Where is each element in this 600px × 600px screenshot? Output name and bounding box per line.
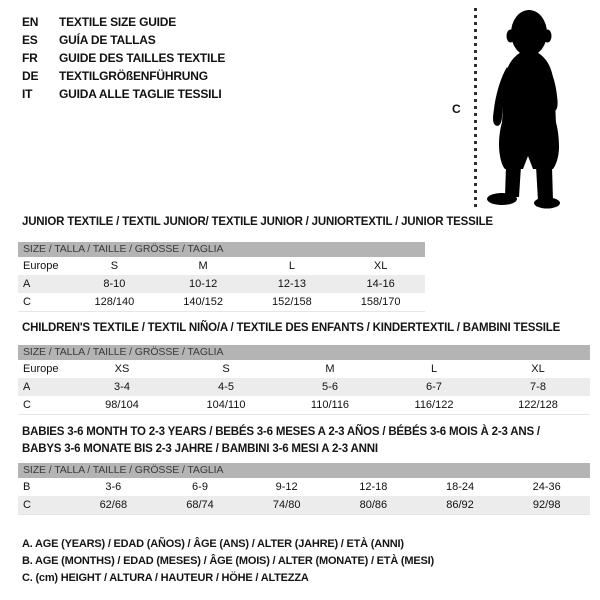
age-cell: 12-13 <box>277 278 306 290</box>
language-code: IT <box>22 87 33 101</box>
legend-age-years: A. AGE (YEARS) / EDAD (AÑOS) / ÂGE (ANS) / ALTER (JAHRE) / ETÀ (ANNI) <box>22 538 404 550</box>
height-cell: 110/116 <box>310 399 350 411</box>
height-cell: 74/80 <box>272 499 301 511</box>
size-cell: XL <box>531 363 545 375</box>
language-row-it <box>22 85 225 103</box>
height-c-label: C <box>452 102 461 116</box>
age-cell: 12-18 <box>359 481 388 493</box>
size-header-bar: SIZE / TALLA / TAILLE / GRÖSSE / TAGLIA <box>18 463 590 478</box>
legend-height: C. (cm) HEIGHT / ALTURA / HAUTEUR / HÖHE / ALTEZZA <box>22 572 309 584</box>
legend-age-months: B. AGE (MONTHS) / EDAD (MESES) / ÂGE (MOIS) / ALTER (MONATE) / ETÀ (MESI) <box>22 555 434 567</box>
section-title-line: BABYS 3-6 MONATE BIS 2-3 JAHRE / BAMBINI 3-6 MESI A 2-3 ANNI <box>22 442 378 455</box>
age-cell: 14-16 <box>366 278 395 290</box>
age-cell: 5-6 <box>322 381 338 393</box>
height-dashed-line <box>474 8 477 210</box>
size-cell: L <box>430 363 438 375</box>
row-label: B <box>23 481 31 493</box>
language-title: TEXTILE SIZE GUIDE <box>59 15 177 29</box>
age-cell: 4-5 <box>218 381 234 393</box>
age-cell: 6-7 <box>426 381 442 393</box>
age-cell: 3-6 <box>105 481 122 493</box>
height-cell: 104/110 <box>206 399 246 411</box>
legend-footnotes <box>22 536 434 587</box>
size-cell: XL <box>373 260 388 272</box>
language-title-list <box>22 13 225 103</box>
size-cell: XS <box>114 363 130 375</box>
size-cell: S <box>222 363 230 375</box>
row-label: C <box>23 399 31 411</box>
height-cell: 116/122 <box>414 399 454 411</box>
size-cell: M <box>325 363 335 375</box>
junior-size-table <box>18 242 425 312</box>
height-cell: 98/104 <box>105 399 139 411</box>
row-label: Europe <box>23 363 59 375</box>
age-cell: 6-9 <box>192 481 208 493</box>
height-cell: 86/92 <box>446 499 474 511</box>
section-title-junior: JUNIOR TEXTILE / TEXTIL JUNIOR/ TEXTILE JUNIOR / JUNIORTEXTIL / JUNIOR TESSILE <box>22 216 493 228</box>
section-title-babies <box>22 424 594 457</box>
size-cell: S <box>110 260 119 272</box>
height-cell: 128/140 <box>94 296 135 308</box>
language-code: EN <box>22 15 39 29</box>
row-label: A <box>23 278 31 290</box>
table-row-europe <box>18 257 425 275</box>
age-cell: 8-10 <box>103 278 126 290</box>
row-label: A <box>23 381 31 393</box>
children-size-table <box>18 345 590 415</box>
language-code: ES <box>22 33 38 47</box>
height-cell: 152/158 <box>271 296 312 308</box>
size-header-bar: SIZE / TALLA / TAILLE / GRÖSSE / TAGLIA <box>18 345 590 360</box>
table-row-europe <box>18 360 590 378</box>
language-title: TEXTILGRÖßENFÜHRUNG <box>59 69 208 83</box>
age-cell: 3-4 <box>114 381 130 393</box>
row-label: C <box>23 296 31 308</box>
age-cell: 18-24 <box>445 481 475 493</box>
babies-size-table <box>18 463 590 515</box>
row-label: Europe <box>23 260 59 272</box>
row-label: C <box>23 499 31 511</box>
age-cell: 7-8 <box>530 381 546 393</box>
size-cell: M <box>198 260 208 272</box>
table-row-age-months <box>18 478 590 496</box>
height-cell: 68/74 <box>186 499 214 511</box>
table-row-age <box>18 275 425 293</box>
age-cell: 9-12 <box>275 481 298 493</box>
language-row-es <box>22 31 225 49</box>
table-row-age <box>18 378 590 396</box>
height-cell: 92/98 <box>532 499 561 511</box>
toddler-silhouette-icon <box>485 9 567 209</box>
table-row-height <box>18 496 590 514</box>
section-title-children: CHILDREN'S TEXTILE / TEXTIL NIÑO/A / TEXTILE DES ENFANTS / KINDERTEXTIL / BAMBINI TESSILE <box>22 322 561 334</box>
size-header-bar: SIZE / TALLA / TAILLE / GRÖSSE / TAGLIA <box>18 242 425 257</box>
table-row-height <box>18 396 590 414</box>
height-cell: 80/86 <box>359 499 388 511</box>
section-title-line: BABIES 3-6 MONTH TO 2-3 YEARS / BEBÉS 3-6 MESES A 2-3 AÑOS / BÉBÉS 3-6 MOIS À 2-3 ANS / <box>22 426 540 438</box>
height-cell: 122/128 <box>518 399 558 411</box>
height-cell: 158/170 <box>360 296 401 308</box>
language-row-fr <box>22 49 225 67</box>
language-code: FR <box>22 51 38 65</box>
age-cell: 24-36 <box>532 481 561 493</box>
language-code: DE <box>22 69 39 83</box>
language-title: GUÍA DE TALLAS <box>59 33 156 47</box>
language-title: GUIDE DES TAILLES TEXTILE <box>59 51 226 65</box>
language-title: GUIDA ALLE TAGLIE TESSILI <box>59 87 222 101</box>
size-cell: L <box>288 260 295 272</box>
age-cell: 10-12 <box>189 278 218 290</box>
height-cell: 62/68 <box>99 499 128 511</box>
table-row-height <box>18 293 425 311</box>
language-row-en <box>22 13 225 31</box>
language-row-de <box>22 67 225 85</box>
height-cell: 140/152 <box>183 296 223 308</box>
